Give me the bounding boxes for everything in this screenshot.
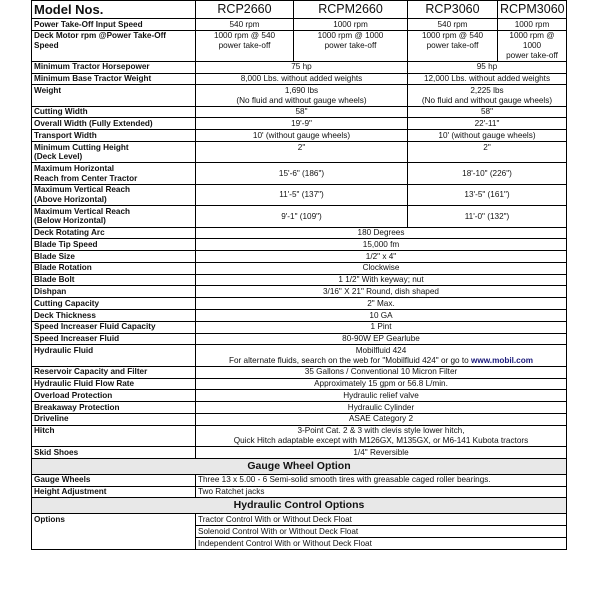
- cutting-capacity-row: [32, 298, 567, 310]
- row-label: Maximum Horizontal Reach from Center Tractor: [32, 163, 196, 184]
- weight-row: [32, 85, 567, 106]
- reservoir-row: [32, 366, 567, 378]
- options-label: Options: [32, 514, 196, 549]
- model-rcpm2660: RCPM2660: [294, 1, 408, 19]
- cell-value: Clockwise: [196, 262, 567, 274]
- cell-value: Mobilfluid 424 For alternate fluids, search on the web for "Mobilfluid 424" or go to www.mobil.com: [196, 345, 567, 366]
- cell-value: Hydraulic Cylinder: [196, 402, 567, 414]
- speed-increaser-fluid-row: [32, 333, 567, 345]
- row-label: Cutting Width: [32, 106, 196, 118]
- row-label: Blade Tip Speed: [32, 239, 196, 251]
- dishpan-row: [32, 286, 567, 298]
- cell-value: 1000 rpm: [294, 19, 408, 31]
- row-label: Minimum Cutting Height (Deck Level): [32, 142, 196, 163]
- model-nos-label: Model Nos.: [32, 1, 196, 19]
- cell-value: 1000 rpm: [498, 19, 567, 31]
- cell-value: 15,000 fm: [196, 239, 567, 251]
- cell-value: 1000 rpm @ 540 power take-off: [408, 30, 498, 61]
- row-label: Driveline: [32, 413, 196, 425]
- blade-rotation-row: [32, 262, 567, 274]
- cell-value: Approximately 15 gpm or 56.8 L/min.: [196, 378, 567, 390]
- row-label: Breakaway Protection: [32, 402, 196, 414]
- cell-value: 3/16" X 21" Round, dish shaped: [196, 286, 567, 298]
- pto-speed-row: [32, 19, 567, 31]
- overload-protection-row: [32, 390, 567, 402]
- height-adjustment-row: [32, 486, 567, 498]
- row-label: Minimum Tractor Horsepower: [32, 61, 196, 73]
- row-label: Overall Width (Fully Extended): [32, 118, 196, 130]
- section-title: Gauge Wheel Option: [32, 458, 567, 474]
- row-label: Deck Rotating Arc: [32, 227, 196, 239]
- row-label: Weight: [32, 85, 196, 106]
- cell-value: 75 hp: [196, 61, 408, 73]
- cell-value: 95 hp: [408, 61, 567, 73]
- gauge-wheels-row: [32, 474, 567, 486]
- cell-value: 2" Max.: [196, 298, 567, 310]
- row-label: Cutting Capacity: [32, 298, 196, 310]
- section-title: Hydraulic Control Options: [32, 498, 567, 514]
- row-label: Hydraulic Fluid Flow Rate: [32, 378, 196, 390]
- cell-value: 80-90W EP Gearlube: [196, 333, 567, 345]
- cell-value: ASAE Category 2: [196, 413, 567, 425]
- model-header-row: [32, 1, 567, 19]
- cell-value: 22'-11": [408, 118, 567, 130]
- blade-size-row: [32, 251, 567, 263]
- cell-value: 10' (without gauge wheels): [408, 130, 567, 142]
- cell-value: 1/2" x 4": [196, 251, 567, 263]
- deck-motor-row: [32, 30, 567, 61]
- model-rcp2660: RCP2660: [196, 1, 294, 19]
- row-label: Gauge Wheels: [32, 474, 196, 486]
- deck-rotating-arc-row: [32, 227, 567, 239]
- cell-value: 58": [408, 106, 567, 118]
- spec-sheet: [31, 0, 566, 550]
- row-label: Overload Protection: [32, 390, 196, 402]
- cell-value: 2": [408, 142, 567, 163]
- hydraulic-fluid-row: [32, 345, 567, 366]
- row-label: Skid Shoes: [32, 447, 196, 459]
- cell-value: 180 Degrees: [196, 227, 567, 239]
- speed-increaser-capacity-row: [32, 321, 567, 333]
- transport-width-row: [32, 130, 567, 142]
- row-label: Speed Increaser Fluid Capacity: [32, 321, 196, 333]
- row-label: Power Take-Off Input Speed: [32, 19, 196, 31]
- flow-rate-row: [32, 378, 567, 390]
- row-label: Deck Thickness: [32, 310, 196, 322]
- model-rcpm3060: RCPM3060: [498, 1, 567, 19]
- cell-value: 10' (without gauge wheels): [196, 130, 408, 142]
- cell-value: 58": [196, 106, 408, 118]
- skid-shoes-row: [32, 447, 567, 459]
- cell-value: 11'-0" (132"): [408, 206, 567, 227]
- row-label: Hydraulic Fluid: [32, 345, 196, 366]
- max-horizontal-reach-row: [32, 163, 567, 184]
- hitch-row: [32, 425, 567, 446]
- cell-value: Hydraulic relief valve: [196, 390, 567, 402]
- option-item: Solenoid Control With or Without Deck Float: [196, 526, 567, 538]
- cell-value: 1 Pint: [196, 321, 567, 333]
- row-label: Deck Motor rpm @Power Take-Off Speed: [32, 30, 196, 61]
- row-label: Blade Size: [32, 251, 196, 263]
- cell-value: 15'-6" (186"): [196, 163, 408, 184]
- cell-value: 1,690 lbs (No fluid and without gauge wheels): [196, 85, 408, 106]
- mobil-link[interactable]: www.mobil.com: [471, 355, 534, 365]
- cell-value: Three 13 x 5.00 - 6 Semi-solid smooth tires with greasable caged roller bearings.: [196, 474, 567, 486]
- breakaway-protection-row: [32, 402, 567, 414]
- row-label: Maximum Vertical Reach (Below Horizontal): [32, 206, 196, 227]
- cell-value: 2": [196, 142, 408, 163]
- cell-value: 10 GA: [196, 310, 567, 322]
- cell-value: Two Ratchet jacks: [196, 486, 567, 498]
- cell-value: 1000 rpm @ 1000 power take-off: [294, 30, 408, 61]
- cutting-width-row: [32, 106, 567, 118]
- cell-value: 2,225 lbs (No fluid and without gauge wheels): [408, 85, 567, 106]
- cell-value: 18'-10" (226"): [408, 163, 567, 184]
- model-rcp3060: RCP3060: [408, 1, 498, 19]
- row-label: Minimum Base Tractor Weight: [32, 73, 196, 85]
- row-label: Dishpan: [32, 286, 196, 298]
- option-item: Independent Control With or Without Deck Float: [196, 537, 567, 549]
- option-item: Tractor Control With or Without Deck Float: [196, 514, 567, 526]
- cell-value: 1000 rpm @ 1000 power take-off: [498, 30, 567, 61]
- gauge-wheel-section-header: [32, 458, 567, 474]
- deck-thickness-row: [32, 310, 567, 322]
- blade-tip-speed-row: [32, 239, 567, 251]
- max-vertical-above-row: [32, 184, 567, 205]
- row-label: Transport Width: [32, 130, 196, 142]
- min-weight-row: [32, 73, 567, 85]
- cell-value: 13'-5" (161"): [408, 184, 567, 205]
- overall-width-row: [32, 118, 567, 130]
- cell-value: 19'-9": [196, 118, 408, 130]
- cell-value: 35 Gallons / Conventional 10 Micron Filter: [196, 366, 567, 378]
- options-row-1: [32, 514, 567, 526]
- specifications-table: [31, 0, 567, 550]
- hydraulic-control-section-header: [32, 498, 567, 514]
- cell-value: 3-Point Cat. 2 & 3 with clevis style lower hitch, Quick Hitch adaptable except with M126GX, M135GX, or M6-141 Kubota tractors: [196, 425, 567, 446]
- max-vertical-below-row: [32, 206, 567, 227]
- row-label: Speed Increaser Fluid: [32, 333, 196, 345]
- row-label: Height Adjustment: [32, 486, 196, 498]
- row-label: Maximum Vertical Reach (Above Horizontal): [32, 184, 196, 205]
- driveline-row: [32, 413, 567, 425]
- cell-value: 540 rpm: [196, 19, 294, 31]
- blade-bolt-row: [32, 274, 567, 286]
- min-horsepower-row: [32, 61, 567, 73]
- cell-value: 9'-1" (109"): [196, 206, 408, 227]
- row-label: Hitch: [32, 425, 196, 446]
- cell-value: 1/4" Reversible: [196, 447, 567, 459]
- cell-value: 11'-5" (137"): [196, 184, 408, 205]
- row-label: Blade Bolt: [32, 274, 196, 286]
- cell-value: 1000 rpm @ 540 power take-off: [196, 30, 294, 61]
- cell-value: 12,000 Lbs. without added weights: [408, 73, 567, 85]
- cell-value: 540 rpm: [408, 19, 498, 31]
- cell-value: 1 1/2" With keyway; nut: [196, 274, 567, 286]
- row-label: Reservoir Capacity and Filter: [32, 366, 196, 378]
- row-label: Blade Rotation: [32, 262, 196, 274]
- min-cutting-height-row: [32, 142, 567, 163]
- cell-value: 8,000 Lbs. without added weights: [196, 73, 408, 85]
